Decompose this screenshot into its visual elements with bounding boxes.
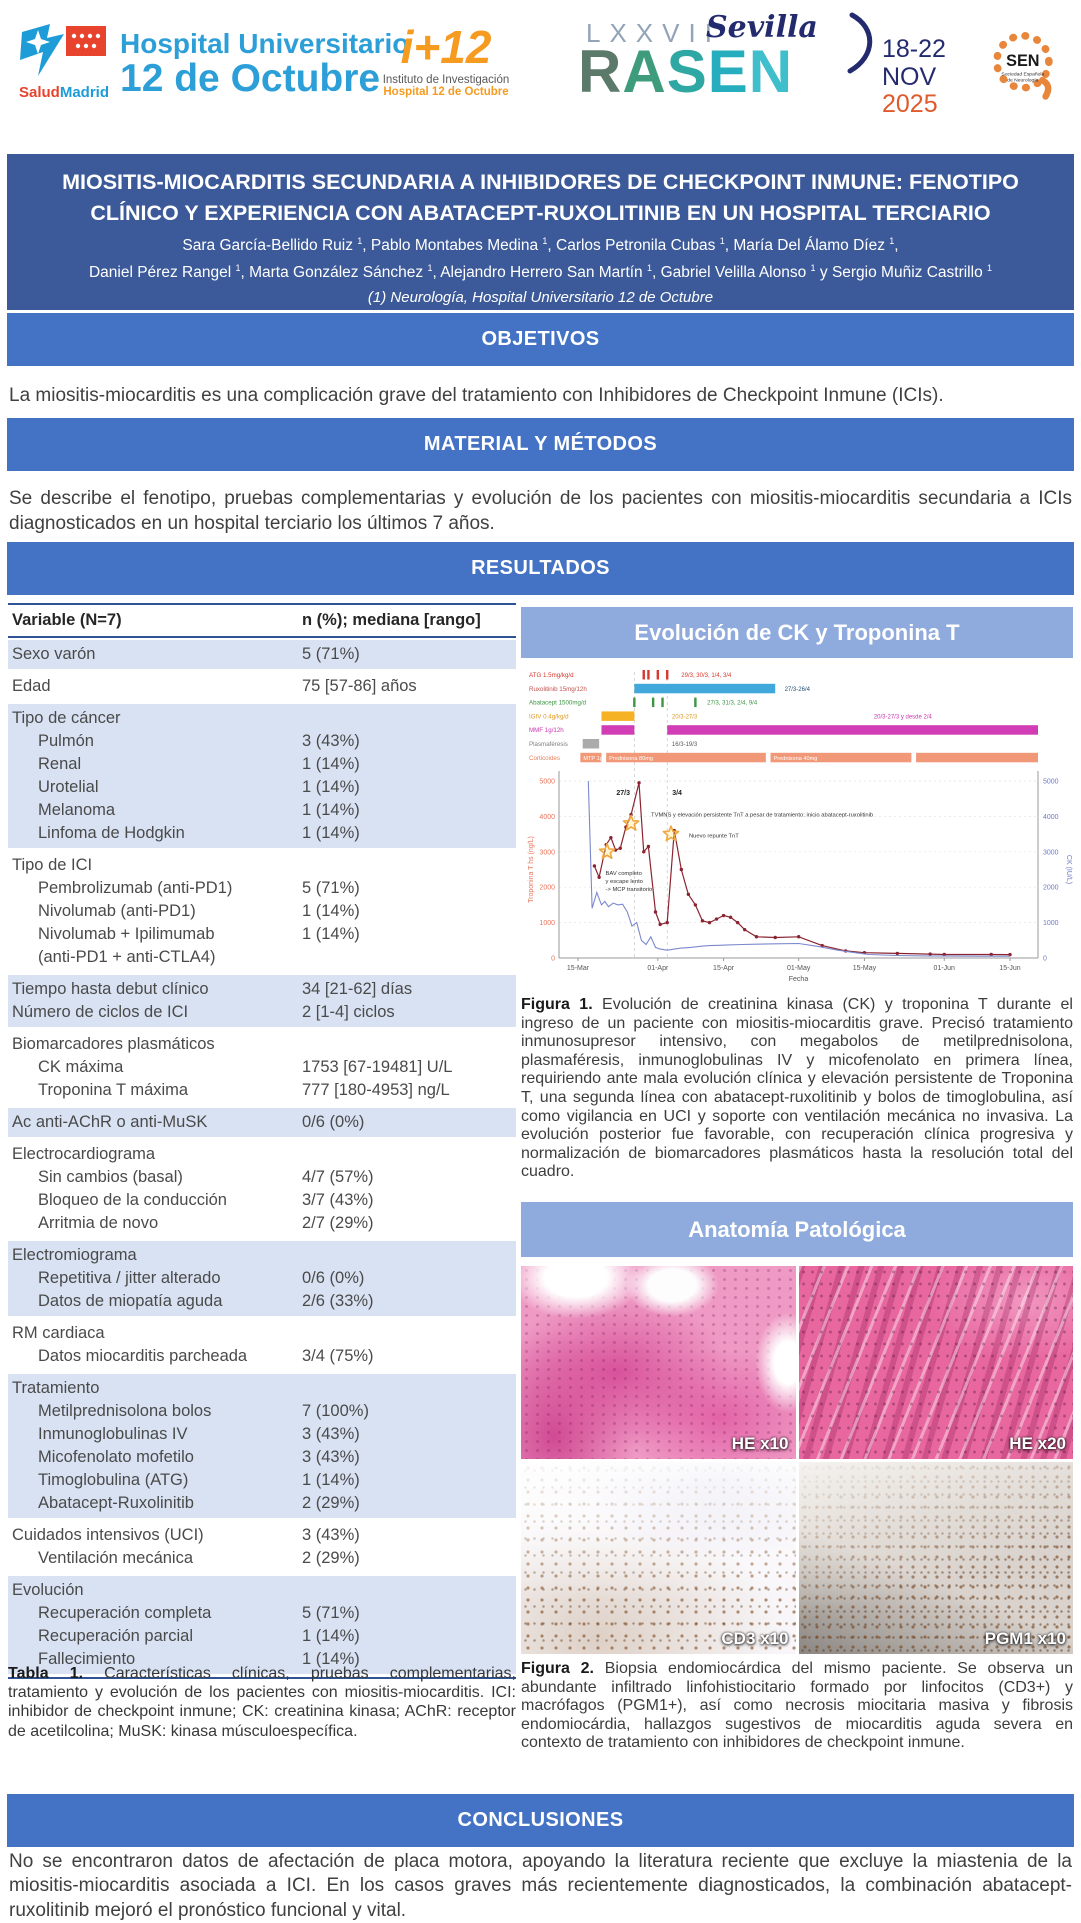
- table-row: Pembrolizumab (anti-PD1) 5 (71%): [38, 879, 360, 897]
- poster-title-line2: CLÍNICO Y EXPERIENCIA CON ABATACEPT-RUXOLITINIB EN UN HOSPITAL TERCIARIO: [90, 201, 991, 226]
- svg-text:Prednisona 40mg: Prednisona 40mg: [773, 755, 818, 762]
- logo-bar: [0, 0, 1081, 130]
- svg-text:15-Mar: 15-Mar: [566, 965, 590, 972]
- poster-title-banner: [7, 154, 1074, 310]
- svg-text:Ruxolitinib 15mg/12h: Ruxolitinib 15mg/12h: [529, 685, 587, 693]
- table-row: Nivolumab (anti-PD1) 1 (14%): [38, 902, 360, 920]
- table-row: Evolución: [12, 1581, 84, 1599]
- svg-text:27/3-26/4: 27/3-26/4: [784, 686, 810, 693]
- svg-text:1000: 1000: [539, 920, 555, 928]
- conclusiones-banner: CONCLUSIONES: [7, 1794, 1074, 1847]
- table-body: [8, 638, 516, 1679]
- table-row: Abatacept-Ruxolinitib 2 (29%): [38, 1494, 360, 1512]
- svg-text:y escape lento: y escape lento: [605, 878, 643, 885]
- table-group: [8, 1374, 516, 1518]
- svg-text:20/3-27/3: 20/3-27/3: [671, 714, 698, 721]
- table-group: [8, 1108, 516, 1137]
- table-row: Tipo de cáncer: [12, 709, 121, 727]
- table-row: Sin cambios (basal) 4/7 (57%): [38, 1168, 374, 1186]
- svg-text:01-Apr: 01-Apr: [647, 965, 669, 972]
- svg-text:Nuevo repunte TnT: Nuevo repunte TnT: [688, 833, 739, 840]
- authors-line1: Sara García-Bellido Ruiz $^1$, Pablo Montabes Medina $^1$, Carlos Petronila Cubas $^1$, María Del Álamo Díez $^1$,: [182, 236, 899, 255]
- svg-text:20/3-27/3 y desde 2/4: 20/3-27/3 y desde 2/4: [873, 714, 932, 721]
- table-row: Urotelial 1 (14%): [38, 778, 360, 796]
- table-row: Repetitiva / jitter alterado 0/6 (0%): [38, 1269, 365, 1287]
- svg-text:15-May: 15-May: [852, 965, 877, 972]
- congress-edition: LXXVII: [586, 18, 721, 48]
- table-row: RM cardiaca: [12, 1324, 105, 1342]
- rasen-logo-text: RASEN: [578, 38, 794, 105]
- congress-city: Sevilla: [706, 10, 818, 45]
- histology-label: CD3 x10: [721, 1629, 789, 1648]
- i12-logo: i+12 Instituto de Investigación Hospital 12 de Octubre: [366, 24, 526, 98]
- table-row: Ventilación mecánica 2 (29%): [38, 1549, 360, 1567]
- svg-text:Troponina T hs (ng/L): Troponina T hs (ng/L): [528, 836, 535, 903]
- salud-madrid-logo: [18, 22, 110, 101]
- table-row: Recuperación completa 5 (71%): [38, 1604, 360, 1622]
- table-row: Número de ciclos de ICI 2 [1-4] ciclos: [12, 1003, 395, 1021]
- svg-text:MMF 1g/12h: MMF 1g/12h: [529, 727, 564, 735]
- material-text: Se describe el fenotipo, pruebas complementarias y evolución de los pacientes con miositis-miocarditis secundaria a ICIs diagnosticados en un hospital terciario los últimos 7 años.: [9, 488, 1072, 534]
- sen-brain-icon: [986, 26, 1064, 104]
- histology-image-he10: [521, 1266, 796, 1459]
- svg-text:Abatacept 1500mg/d: Abatacept 1500mg/d: [529, 699, 587, 707]
- table-row: Ac anti-AChR o anti-MuSK 0/6 (0%): [12, 1113, 365, 1131]
- svg-text:27/3, 31/3, 2/4, 9/4: 27/3, 31/3, 2/4, 9/4: [707, 700, 758, 707]
- material-banner: MATERIAL Y MÉTODOS: [7, 418, 1074, 471]
- sevilla-swoosh-icon: [846, 12, 880, 74]
- svg-text:0: 0: [1043, 955, 1047, 963]
- table-row: Edad 75 [57-86] años: [12, 677, 417, 695]
- resultados-banner: RESULTADOS: [7, 542, 1074, 595]
- table-row: Linfoma de Hodgkin 1 (14%): [38, 824, 360, 842]
- histology-label: HE x20: [1009, 1433, 1066, 1453]
- svg-text:de Neurología: de Neurología: [1007, 77, 1039, 84]
- table-row: Troponina T máxima 777 [180-4953] ng/L: [38, 1081, 450, 1099]
- table-row: Micofenolato mofetilo 3 (43%): [38, 1448, 360, 1466]
- table-caption: Tabla 1. Características clínicas, pruebas complementarias, tratamiento y evolución de los pacientes con miositis-miocarditis. ICI: inhibidor de checkpoint inmune; CK: creatinina kinasa; AChR: receptor de acetilcolina; MuSK: kinasa músculoespecífica.: [8, 1665, 517, 1740]
- histology-label: PGM1 x10: [984, 1629, 1066, 1648]
- table-header: Variable (N=7) n (%); mediana [rango]: [8, 603, 516, 638]
- svg-text:SEN: SEN: [1006, 52, 1040, 71]
- svg-text:-> MCP transitorio: -> MCP transitorio: [605, 886, 653, 893]
- svg-text:IGIV 0.4g/kg/d: IGIV 0.4g/kg/d: [529, 713, 569, 721]
- svg-text:5000: 5000: [539, 778, 555, 786]
- svg-text:15-Apr: 15-Apr: [713, 965, 735, 972]
- svg-text:27/3: 27/3: [616, 790, 630, 798]
- table-row: Melanoma 1 (14%): [38, 801, 360, 819]
- poster-title-line1: MIOSITIS-MIOCARDITIS SECUNDARIA A INHIBIDORES DE CHECKPOINT INMUNE: FENOTIPO: [62, 170, 1019, 194]
- svg-text:CK (IU/L): CK (IU/L): [1065, 854, 1072, 885]
- svg-text:ATG 1.5mg/kg/d: ATG 1.5mg/kg/d: [529, 672, 574, 679]
- figure2-caption: Figura 2. Biopsia endomiocárdica del mismo paciente. Se observa un abundante infiltrado linfohistiocitario formado por linfocitos (CD3+) y macrófagos (PGM1+), así como necrosis miocitaria masiva y fibrosis endomiocárdia, hallazgos sugestivos de miocarditis aguda severa en contexto de tratamiento con inhibidores de checkpoint inmune.: [521, 1660, 1074, 1752]
- table-group: [8, 1140, 516, 1238]
- svg-text:Sociedad Española: Sociedad Española: [1001, 71, 1045, 78]
- svg-text:15-Jun: 15-Jun: [999, 965, 1021, 972]
- svg-text:3000: 3000: [1043, 849, 1059, 857]
- table-row: Electrocardiograma: [12, 1145, 156, 1163]
- svg-text:Prednisona 80mg: Prednisona 80mg: [609, 755, 654, 762]
- svg-text:01-Jun: 01-Jun: [933, 965, 955, 972]
- svg-text:3/4: 3/4: [672, 790, 682, 798]
- svg-text:29/3, 30/3, 1/4, 3/4: 29/3, 30/3, 1/4, 3/4: [681, 673, 732, 679]
- table-row: Tiempo hasta debut clínico 34 [21-62] días: [12, 980, 413, 998]
- table-row: Fallecimiento 1 (14%): [38, 1650, 360, 1668]
- chart-svg: [521, 662, 1073, 992]
- table-group: [8, 851, 516, 972]
- table-row: Metilprednisolona bolos 7 (100%): [38, 1402, 369, 1420]
- conclusiones-text: No se encontraron datos de afectación de placa motora, apoyando la literatura reciente que excluye la miastenia de la miositis-miocarditis asociada a ICI. En los casos graves más recientemente diagnosticados, la combinación abatacept-ruxolitinib mejoró el pronóstico funcional y vital.: [9, 1851, 1072, 1921]
- histology-grid: [521, 1266, 1073, 1654]
- svg-text:5000: 5000: [1043, 778, 1059, 786]
- table-row: Pulmón 3 (43%): [38, 732, 360, 750]
- authors-line2: Daniel Pérez Rangel $^1$, Marta González Sánchez $^1$, Alejandro Herrero San Martín $^1$, Gabriel Velilla Alonso $^1$ y Sergio Muñiz Castrillo $^1$: [88, 262, 993, 281]
- figure1-banner: Evolución de CK y Troponina T: [521, 607, 1073, 658]
- table-group: [8, 1319, 516, 1371]
- table-group: [8, 704, 516, 848]
- table-row: Cuidados intensivos (UCI) 3 (43%): [12, 1526, 360, 1544]
- svg-text:1000: 1000: [1043, 920, 1059, 928]
- ck-troponin-chart: [521, 662, 1073, 992]
- svg-text:4000: 4000: [539, 813, 555, 821]
- svg-text:MTP 1g: MTP 1g: [583, 755, 603, 762]
- svg-text:Corticoides: Corticoides: [529, 754, 560, 762]
- table-group: [8, 640, 516, 669]
- sen-logo: [986, 26, 1066, 109]
- table-row: Bloqueo de la conducción 3/7 (43%): [38, 1191, 374, 1209]
- svg-text:0: 0: [551, 955, 555, 963]
- table-group: [8, 672, 516, 701]
- i12-logo-text: i+12: [400, 21, 492, 73]
- congress-dates: 18-22 NOV 2025: [882, 35, 946, 118]
- svg-text:TVMNS y elevación persistente: TVMNS y elevación persistente TnT a pesar de tratamiento: inicio abatacept-ruxolitinib: [651, 812, 874, 819]
- rasen-congress-logo: [558, 10, 968, 122]
- table-row: Biomarcadores plasmáticos: [12, 1035, 215, 1053]
- results-table: [8, 603, 516, 1679]
- table-row: Sexo varón 5 (71%): [12, 645, 360, 663]
- hospital-name: Hospital Universitario 12 de Octubre: [120, 28, 410, 100]
- table-group: [8, 975, 516, 1027]
- histology-image-he20: [799, 1266, 1074, 1459]
- svg-text:16/3-19/3: 16/3-19/3: [671, 742, 698, 748]
- table-row: Nivolumab + Ipilimumab 1 (14%): [38, 925, 360, 943]
- madrid-emblem-icon: [20, 22, 108, 78]
- affiliation: (1) Neurología, Hospital Universitario 12 de Octubre: [367, 288, 714, 306]
- table-row: Datos de miopatía aguda 2/6 (33%): [38, 1292, 374, 1310]
- table-row: Tratamiento: [12, 1379, 100, 1397]
- histology-image-pgm1: [799, 1462, 1074, 1655]
- svg-text:4000: 4000: [1043, 813, 1059, 821]
- table-row: Datos miocarditis parcheada 3/4 (75%): [38, 1347, 374, 1365]
- objetivos-banner: OBJETIVOS: [7, 313, 1074, 366]
- histology-image-cd3: [521, 1462, 796, 1655]
- svg-text:Plasmaféresis: Plasmaféresis: [529, 741, 568, 748]
- table-row: (anti-PD1 + anti-CTLA4): [38, 948, 216, 966]
- table-row: Tipo de ICI: [12, 856, 93, 874]
- table-group: [8, 1576, 516, 1674]
- table-row: CK máxima 1753 [67-19481] U/L: [38, 1058, 453, 1076]
- table-row: Electromiograma: [12, 1246, 137, 1264]
- objetivos-text: La miositis-miocarditis es una complicación grave del tratamiento con Inhibidores de Checkpoint Inmune (ICIs).: [9, 385, 944, 406]
- figure2-banner: Anatomía Patológica: [521, 1202, 1073, 1257]
- table-row: Renal 1 (14%): [38, 755, 360, 773]
- salud-madrid-label: SaludMadrid: [18, 84, 109, 101]
- table-group: [8, 1030, 516, 1105]
- table-row: Timoglobulina (ATG) 1 (14%): [38, 1471, 360, 1489]
- figure1-caption: Figura 1. Evolución de creatinina kinasa (CK) y troponina T durante el ingreso de un paciente con miositis-miocarditis grave. Precisó tratamiento inmunosupresor intensivo, con megabolos de metilprednisolona, plasmaféresis, inmunoglobulinas IV y micofenolato en primera línea, requiriendo ante mala evolución clínica y elevación persistente de Troponina T, una segunda línea con abatacept-ruxolitinib y bolos de timoglobulina, así como vigilancia en UCI y soporte con ventilación mecánica no invasiva. La evolución posterior fue favorable, con recuperación clínica progresiva y normalización de biomarcadores plasmáticos hasta la resolución total del cuadro.: [521, 996, 1073, 1181]
- svg-text:3000: 3000: [539, 849, 555, 857]
- histology-label: HE x10: [731, 1433, 789, 1453]
- table-group: [8, 1521, 516, 1573]
- table-row: Recuperación parcial 1 (14%): [38, 1627, 360, 1645]
- table-row: Inmunoglobulinas IV 3 (43%): [38, 1425, 360, 1443]
- table-row: Arritmia de novo 2/7 (29%): [38, 1214, 374, 1232]
- svg-text:01-May: 01-May: [787, 965, 811, 972]
- svg-text:BAV completo: BAV completo: [605, 870, 642, 877]
- hospital-logo: [18, 22, 409, 101]
- svg-text:2000: 2000: [1043, 884, 1059, 892]
- svg-text:2000: 2000: [539, 884, 555, 892]
- svg-text:Fecha: Fecha: [788, 976, 809, 983]
- table-group: [8, 1241, 516, 1316]
